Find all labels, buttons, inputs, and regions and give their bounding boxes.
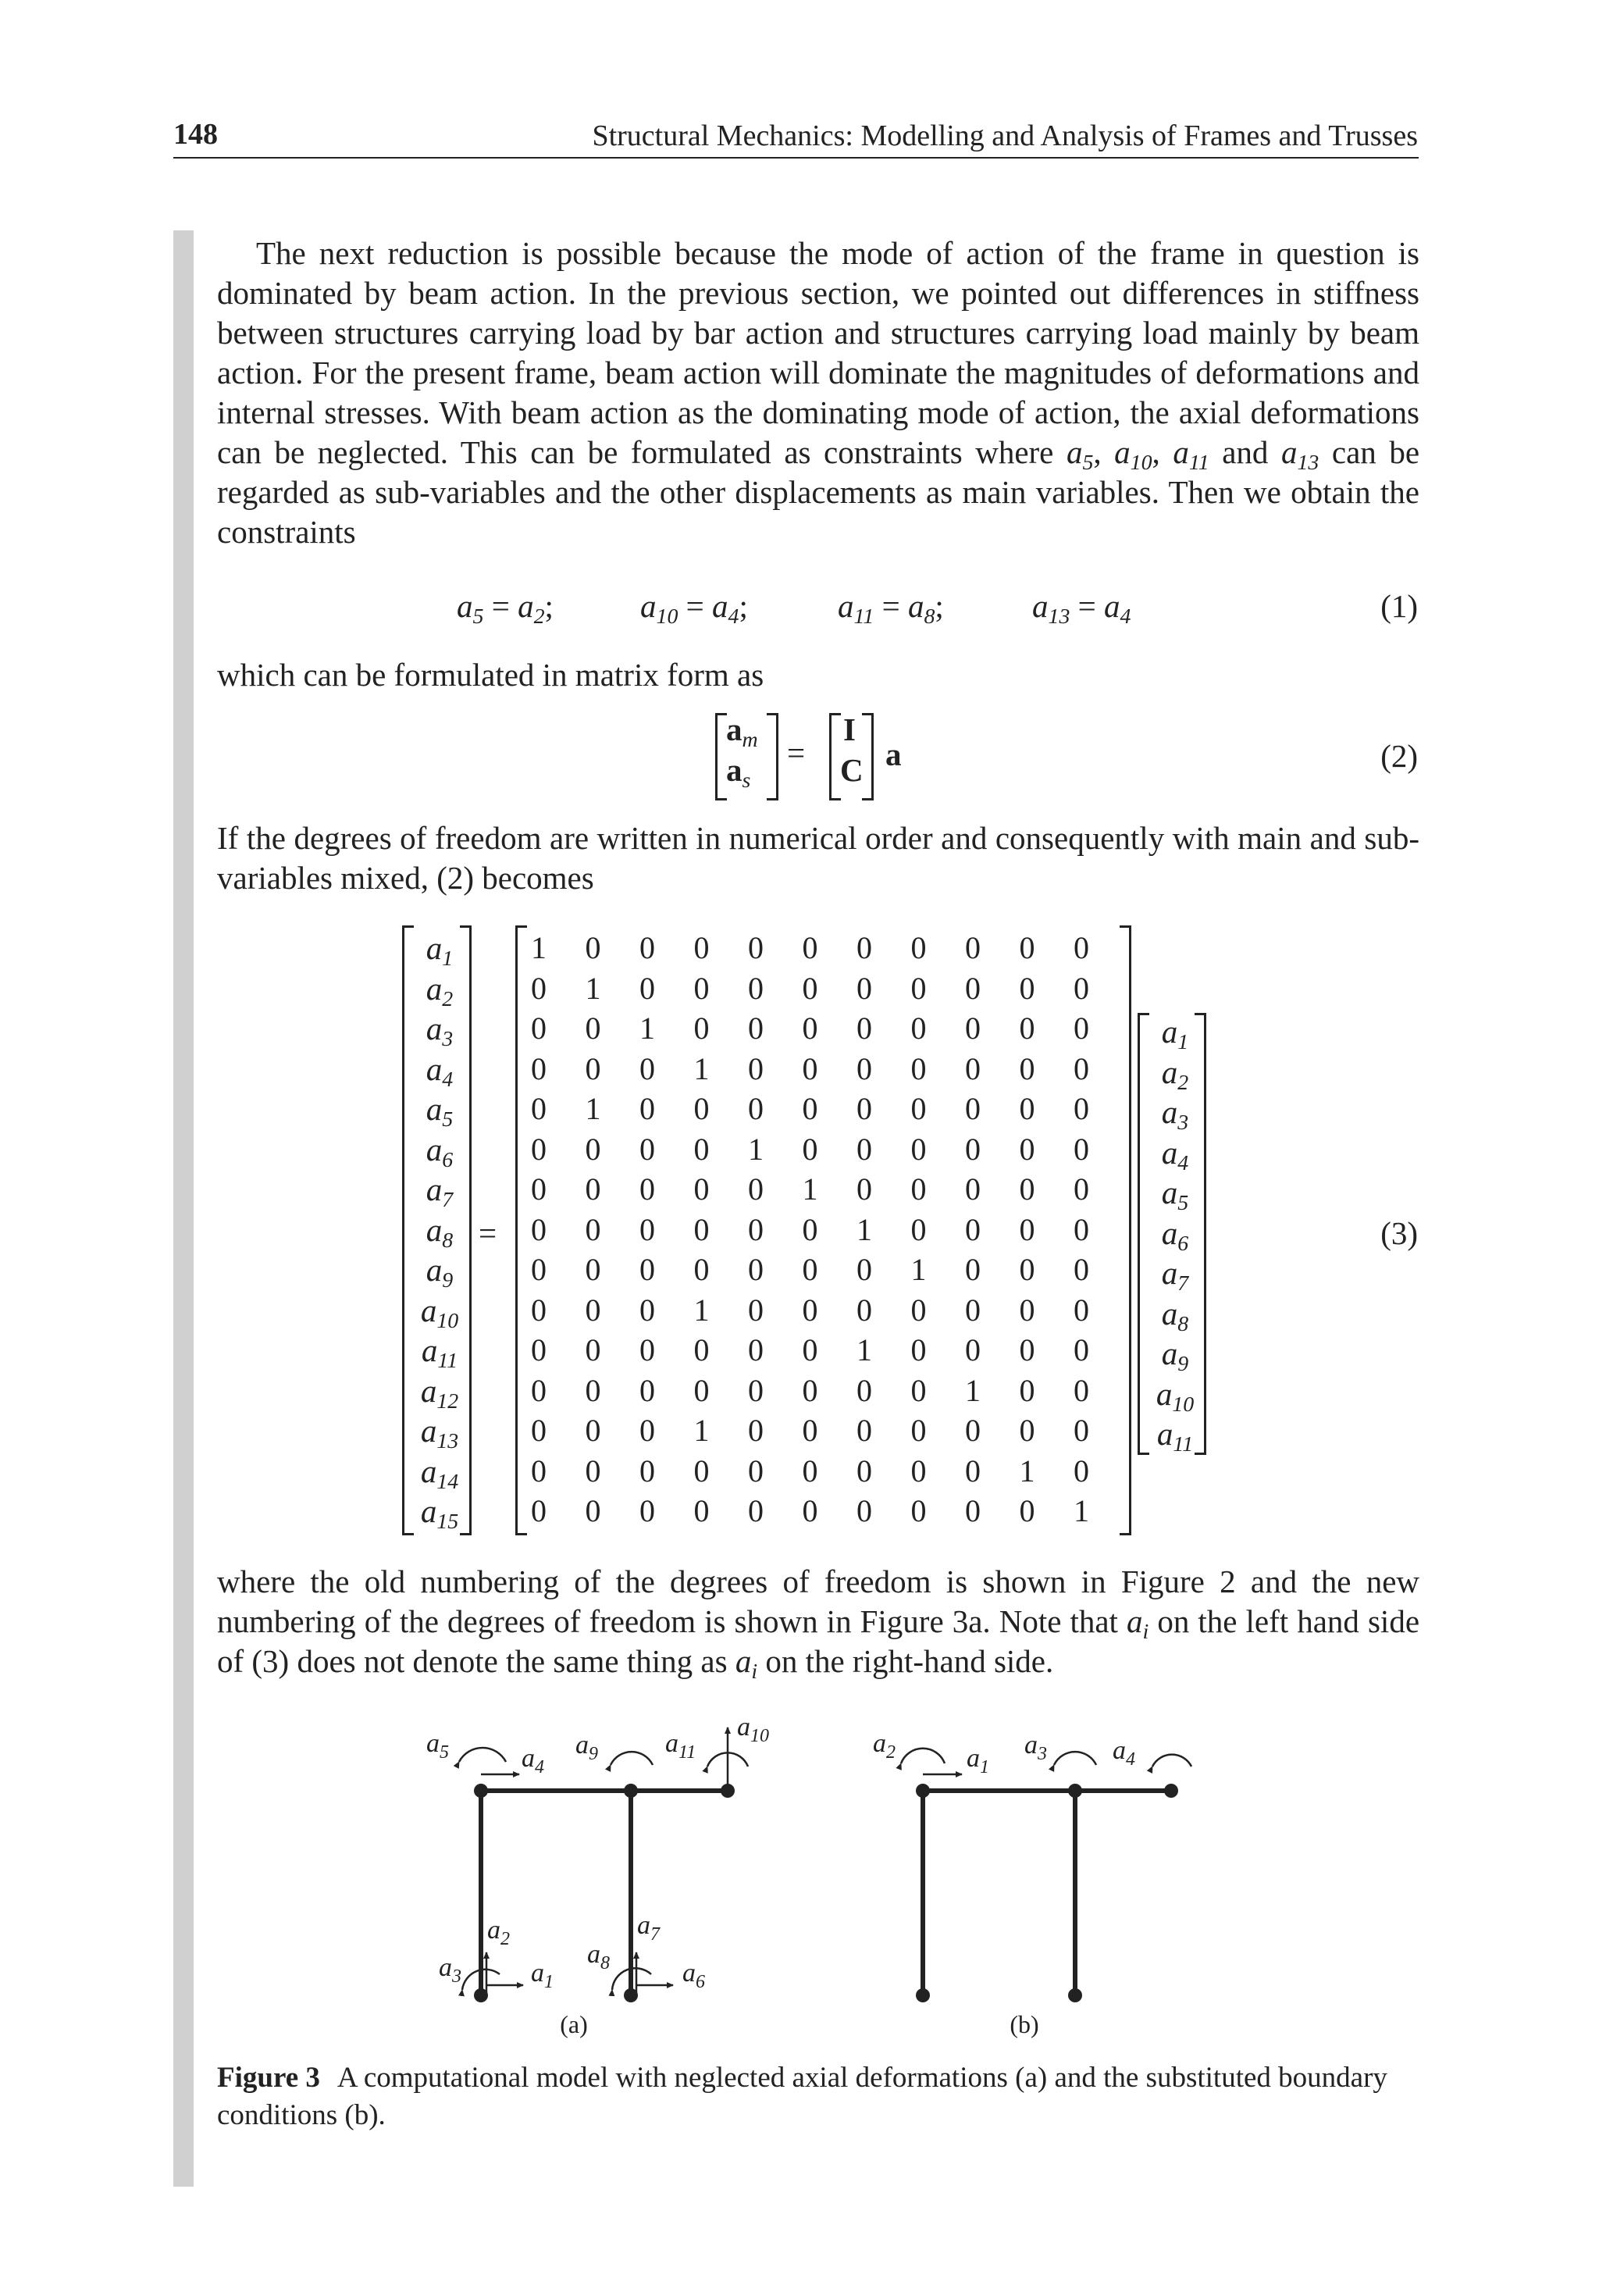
node-a-2 <box>624 1784 638 1798</box>
var-ai-1: $a_i$ <box>1127 1603 1149 1644</box>
eq3-matrix-cell: 0 <box>693 1332 710 1367</box>
node-b-2 <box>1068 1784 1082 1798</box>
eq3-matrix-cell: 0 <box>856 1413 872 1448</box>
eq3-matrix-cell: 0 <box>693 1011 710 1046</box>
eq3-right-vector-entry: $a_8$ <box>1161 1295 1189 1336</box>
paragraph-3: If the degrees of freedom are written in numerical order and consequently with main and sub-variables mixed, (2) becomes <box>217 820 1419 896</box>
eq3-left-vector-entry: $a_{11}$ <box>421 1332 458 1373</box>
var-ai-2: $a_i$ <box>735 1643 758 1684</box>
eq3-matrix-cell: 0 <box>1019 930 1035 965</box>
eq3-matrix-cell: 1 <box>585 1091 601 1126</box>
eq3-matrix-cell: 0 <box>748 970 764 1006</box>
eq3-matrix-cell: 0 <box>531 1372 547 1408</box>
eq3-matrix-cell: 0 <box>748 1372 764 1408</box>
eq3-matrix-cell: 1 <box>910 1252 927 1287</box>
eq3-matrix-cell: 0 <box>910 1171 927 1207</box>
node-b-5 <box>1068 1988 1082 2002</box>
eq3-matrix-cell: 0 <box>585 1252 601 1287</box>
eq3-matrix-cell: 0 <box>639 1252 655 1287</box>
eq3-matrix-cell: 0 <box>639 1292 655 1328</box>
eq3-matrix-cell: 0 <box>910 1332 927 1367</box>
rot-arrow-a5 <box>459 1748 506 1762</box>
eq3-matrix-cell: 1 <box>693 1292 710 1328</box>
eq3-left-vector-entry: $a_2$ <box>426 970 454 1011</box>
eq3-matrix-cell: 0 <box>802 1332 818 1367</box>
eq3-matrix-cell: 0 <box>585 1292 601 1328</box>
label-b-a4: $a_4$ <box>1113 1736 1135 1770</box>
paragraph-4-text-b: on the left hand side of (3) does not denote the same thing as <box>217 1603 1420 1679</box>
eq3-left-vector-entry: $a_7$ <box>426 1171 454 1212</box>
eq3-matrix-cell: 0 <box>748 930 764 965</box>
label-a7: $a_7$ <box>637 1911 660 1945</box>
eq3-matrix-cell: 0 <box>965 1493 981 1528</box>
eq3-matrix-cell: 0 <box>965 1211 981 1247</box>
eq3-matrix-cell: 0 <box>965 1413 981 1448</box>
eq3-matrix-cell: 0 <box>1074 1011 1089 1046</box>
eq3-matrix-cell: 0 <box>910 1211 927 1247</box>
eq3-matrix-cell: 0 <box>531 1211 547 1247</box>
page-number: 148 <box>173 118 218 151</box>
eq3-right-vector-entry: $a_4$ <box>1161 1134 1189 1175</box>
eq3-matrix-cell: 0 <box>531 1493 547 1528</box>
eq3-matrix-cell: 0 <box>965 930 981 965</box>
eq3-matrix-cell: 0 <box>802 1453 818 1488</box>
eq3-matrix-cell: 0 <box>965 1131 981 1167</box>
eq3-matrix-cell: 0 <box>1074 970 1089 1006</box>
node-b-4 <box>916 1988 930 2002</box>
eq3-matrix-cell: 0 <box>910 970 927 1006</box>
eq3-matrix-cell: 0 <box>1074 1091 1089 1126</box>
eq3-matrix-cell: 1 <box>639 1011 655 1046</box>
eq3-matrix-cell: 0 <box>1019 1493 1035 1528</box>
eq3-matrix-cell: 0 <box>965 1171 981 1207</box>
eq3-matrix-cell: 0 <box>965 1332 981 1367</box>
eq3-matrix-cell: 1 <box>748 1131 764 1167</box>
eq3-matrix-cell: 0 <box>639 1171 655 1207</box>
eq2-I: I <box>843 711 856 747</box>
eq3-matrix-cell: 0 <box>856 970 872 1006</box>
figure-caption <box>217 2059 1419 2134</box>
eq3-matrix-cell: 0 <box>693 970 710 1006</box>
eq3-matrix-cell: 0 <box>910 1292 927 1328</box>
eq3-matrix-cell: 0 <box>1019 1211 1035 1247</box>
eq3-matrix-cell: 0 <box>585 1413 601 1448</box>
eq3-matrix-cell: 1 <box>585 970 601 1006</box>
var-a11: $a_{11}$ <box>1173 434 1209 475</box>
eq3-matrix-cell: 0 <box>856 1011 872 1046</box>
eq3-matrix-cell: 0 <box>802 1493 818 1528</box>
label-a5: $a_5$ <box>426 1729 449 1763</box>
eq3-matrix-cell: 0 <box>910 930 927 965</box>
eq3-matrix-cell: 0 <box>965 1091 981 1126</box>
eq3-matrix-cell: 0 <box>910 1493 927 1528</box>
eq3-right-vector-entry: $a_9$ <box>1161 1335 1189 1376</box>
eq3-matrix-cell: 0 <box>748 1252 764 1287</box>
eq1-term-1: $a_5 = a_2$; <box>457 588 554 629</box>
rot-arrow-b-a2 <box>901 1749 945 1763</box>
eq3-left-vector-entry: $a_{14}$ <box>420 1453 459 1494</box>
eq3-matrix-cell: 0 <box>1019 970 1035 1006</box>
eq3-right-vector-entry: $a_5$ <box>1161 1175 1189 1215</box>
eq3-matrix-cell: 0 <box>802 1131 818 1167</box>
eq3-matrix-cell: 0 <box>639 1091 655 1126</box>
eq3-matrix-cell: 0 <box>1074 1252 1089 1287</box>
eq3-matrix-cell: 0 <box>693 1252 710 1287</box>
label-a10: $a_{10}$ <box>737 1713 769 1746</box>
paragraph-1-text-b: can be regarded as sub-variables and the other displacements as main variables. Then we obtain the constraints <box>217 434 1420 550</box>
eq3-matrix-cell: 0 <box>856 930 872 965</box>
eq3-matrix-cell: 0 <box>965 1292 981 1328</box>
subfig-b-label: (b) <box>1010 2010 1039 2038</box>
eq3-matrix-cell: 1 <box>1019 1453 1035 1488</box>
label-a9: $a_9$ <box>575 1731 598 1764</box>
eq3-matrix-cell: 0 <box>748 1332 764 1367</box>
eq3-matrix-cell: 0 <box>748 1493 764 1528</box>
eq3-matrix-cell: 0 <box>856 1252 872 1287</box>
eq3-number: (3) <box>1380 1215 1418 1251</box>
label-a1: $a_1$ <box>531 1959 554 1992</box>
eq3-matrix-cell: 0 <box>1019 1171 1035 1207</box>
eq3-matrix-cell: 1 <box>1074 1493 1089 1528</box>
eq1-term-3: $a_{11} = a_8$; <box>838 588 944 629</box>
figure-3b-labels <box>873 1729 1135 1777</box>
eq3-matrix-cell: 1 <box>531 930 547 965</box>
eq3-matrix-cell: 0 <box>693 1372 710 1408</box>
eq3-matrix-cell: 0 <box>856 1171 872 1207</box>
eq3-left-vector-entry: $a_{10}$ <box>420 1292 459 1333</box>
eq3-matrix-cell: 1 <box>965 1372 981 1408</box>
paragraph-4-text-a: where the old numbering of the degrees of freedom is shown in Figure 2 and the new numbering of the degrees of freedom is shown in Figure 3a. Note that <box>217 1563 1419 1639</box>
eq3-left-vector-entry: $a_3$ <box>426 1011 454 1051</box>
paragraph-1: The next reduction is possible because the mode of action of the frame in question is dominated by beam action. In the previous section, we pointed out differences in stiffness between structures carrying load by bar action and structures carrying load mainly by beam action. For the present frame, beam action will dominate the magnitudes of deformations and internal stresses. With beam action as the dominating mode of action, the axial deformations can be neglected. This can be formulated as constraints where $a_5$, $a_{10}$, $a_{11}$ and $a_{13}$ can be regarded as sub-variables and the other displacements as main variables. Then we obtain the constraints <box>217 235 1420 550</box>
eq3-right-vector-entry: $a_3$ <box>1161 1094 1189 1135</box>
eq3-matrix-cell: 0 <box>1019 1011 1035 1046</box>
eq3-matrix-cell: 0 <box>639 1332 655 1367</box>
figure-3b-frame <box>923 1791 1171 1995</box>
eq3-matrix-cell: 0 <box>585 1011 601 1046</box>
eq3-matrix-cell: 0 <box>585 1050 601 1086</box>
eq3-matrix-cell: 0 <box>1019 1292 1035 1328</box>
eq3-matrix-cell: 0 <box>965 1050 981 1086</box>
rot-arrow-b-a3 <box>1054 1752 1096 1765</box>
eq3-matrix-cell: 0 <box>531 1413 547 1448</box>
eq3-matrix-cell: 0 <box>1019 1372 1035 1408</box>
label-b-a1: $a_1$ <box>967 1744 989 1777</box>
label-a6: $a_6$ <box>682 1959 705 1992</box>
eq3-matrix-cell: 0 <box>585 1332 601 1367</box>
eq3-matrix-cell: 0 <box>585 1211 601 1247</box>
eq3-matrix-cell: 0 <box>910 1372 927 1408</box>
eq3-matrix-cell: 0 <box>639 1453 655 1488</box>
eq1-term-2: $a_{10} = a_4$; <box>640 588 748 629</box>
eq3-matrix-cell: 0 <box>1074 1332 1089 1367</box>
label-b-a2: $a_2$ <box>873 1729 896 1763</box>
eq3-matrix-cell: 0 <box>856 1372 872 1408</box>
eq3-matrix-cell: 0 <box>965 970 981 1006</box>
eq3-matrix-cell: 0 <box>693 1493 710 1528</box>
figure-3b-nodes <box>916 1784 1178 2002</box>
eq3-matrix-cell: 0 <box>639 1050 655 1086</box>
eq2-as: $a_s$ <box>726 752 751 793</box>
paragraph-4-text-c: on the right-hand side. <box>765 1643 1054 1679</box>
eq3-matrix-cell: 0 <box>585 1493 601 1528</box>
eq3-matrix-cell: 0 <box>802 1292 818 1328</box>
label-a4: $a_4$ <box>522 1744 544 1777</box>
eq3-matrix-cell: 0 <box>585 1171 601 1207</box>
eq3-matrix-cell: 0 <box>639 930 655 965</box>
eq3-matrix-cell: 0 <box>802 1011 818 1046</box>
eq3-matrix-cell: 0 <box>1074 1413 1089 1448</box>
eq3-matrix-cell: 0 <box>910 1131 927 1167</box>
eq3-matrix-cell: 0 <box>748 1292 764 1328</box>
eq3-matrix-cell: 0 <box>1074 1050 1089 1086</box>
eq3-matrix-cell: 0 <box>531 1091 547 1126</box>
eq3-matrix-cell: 0 <box>585 1372 601 1408</box>
eq3-matrix-cell: 0 <box>531 1131 547 1167</box>
eq3-matrix-cell: 0 <box>531 1252 547 1287</box>
eq3-matrix-cell: 0 <box>693 1211 710 1247</box>
eq3-matrix-cell: 0 <box>693 1091 710 1126</box>
eq3-matrix-cell: 0 <box>802 1372 818 1408</box>
eq3-left-vector-entry: $a_5$ <box>426 1091 454 1132</box>
eq3-right-vector-entry: $a_6$ <box>1161 1214 1189 1256</box>
eq2-equals: = <box>787 735 806 771</box>
var-a5: $a_5$ <box>1066 434 1094 475</box>
eq3-matrix-cell: 0 <box>1074 1372 1089 1408</box>
eq2-am: $a_m$ <box>726 711 758 752</box>
eq3-matrix-cell: 0 <box>585 930 601 965</box>
figure-caption-text: A computational model with neglected axial deformations (a) and the substituted boundary conditions (b). <box>217 2062 1387 2131</box>
eq3-matrix-cell: 0 <box>856 1493 872 1528</box>
eq3-matrix-cell: 0 <box>856 1292 872 1328</box>
eq3-matrix-cell: 0 <box>802 1252 818 1287</box>
node-b-1 <box>916 1784 930 1798</box>
subfig-a-label: (a) <box>560 2010 588 2038</box>
eq3-matrix-cell: 0 <box>585 1453 601 1488</box>
eq3-left-vector-entry: $a_{12}$ <box>420 1372 459 1414</box>
eq3-matrix-cell: 0 <box>748 1050 764 1086</box>
eq3-matrix-cell: 0 <box>639 1211 655 1247</box>
eq3-right-vector-entry: $a_7$ <box>1161 1255 1189 1296</box>
eq3-matrix-cell: 0 <box>802 930 818 965</box>
eq3-right-vector-entry: $a_{10}$ <box>1156 1375 1195 1417</box>
eq3-matrix-cell: 0 <box>585 1131 601 1167</box>
eq3-left-vector-entry: $a_4$ <box>426 1050 454 1092</box>
eq3-matrix-cell: 0 <box>748 1091 764 1126</box>
eq3-matrix-cell: 0 <box>1074 1453 1089 1488</box>
eq3-left-vector-entry: $a_8$ <box>426 1211 454 1253</box>
eq3-matrix-cell: 0 <box>1074 1211 1089 1247</box>
eq3-matrix-cell: 0 <box>639 970 655 1006</box>
eq3-matrix-cell: 0 <box>1019 1252 1035 1287</box>
eq3-matrix-cell: 0 <box>910 1453 927 1488</box>
eq3-matrix-cell: 0 <box>693 1453 710 1488</box>
eq2-number: (2) <box>1380 738 1418 774</box>
eq3-equals: = <box>479 1215 497 1251</box>
eq3-matrix-cell: 0 <box>856 1131 872 1167</box>
eq3-matrix-cell: 1 <box>802 1171 818 1207</box>
eq3-matrix-cell: 0 <box>531 1453 547 1488</box>
eq3-right-vector-entry: $a_{11}$ <box>1156 1416 1194 1456</box>
eq3-matrix-cell: 0 <box>965 1011 981 1046</box>
eq3-matrix-cell: 0 <box>856 1091 872 1126</box>
paragraph-1-text-a: The next reduction is possible because the mode of action of the frame in question is dominated by beam action. In the previous section, we pointed out differences in stiffness between structures carrying load by bar action and structures carrying load mainly by beam action. For the present frame, beam action will dominate the magnitudes of deformations and internal stresses. With beam action as the dominating mode of action, the axial deformations can be neglected. This can be formulated as constraints where <box>217 235 1419 470</box>
eq3-matrix-cell: 0 <box>910 1091 927 1126</box>
eq3-matrix-cell: 0 <box>802 1413 818 1448</box>
eq3-matrix-cell: 0 <box>856 1453 872 1488</box>
eq3-left-vector-entry: $a_6$ <box>426 1131 454 1172</box>
eq3-left-vector-entry: $a_{15}$ <box>420 1493 459 1534</box>
eq3-matrix-cell: 1 <box>693 1413 710 1448</box>
label-b-a3: $a_3$ <box>1024 1731 1047 1764</box>
eq3-matrix-cell: 0 <box>802 970 818 1006</box>
eq3-right-vector-entry: $a_2$ <box>1161 1054 1189 1095</box>
eq3-matrix-cell: 0 <box>910 1413 927 1448</box>
eq3-matrix-cell: 0 <box>639 1372 655 1408</box>
eq3-matrix-cell: 0 <box>748 1171 764 1207</box>
eq3-matrix-cell: 0 <box>1074 930 1089 965</box>
eq3-matrix-cell: 0 <box>531 1332 547 1367</box>
label-a3: $a_3$ <box>439 1953 461 1987</box>
eq3-matrix-cell: 0 <box>531 1171 547 1207</box>
eq3-matrix-cell: 0 <box>965 1453 981 1488</box>
eq1-number: (1) <box>1380 588 1418 624</box>
eq3-left-vector-entry: $a_1$ <box>426 930 454 971</box>
eq3-matrix-cell: 0 <box>1019 1091 1035 1126</box>
eq3-matrix-cell: 0 <box>639 1413 655 1448</box>
eq3-matrix-cell: 0 <box>1019 1332 1035 1367</box>
eq3-matrix-cell: 0 <box>1074 1131 1089 1167</box>
label-a11: $a_{11}$ <box>665 1729 696 1763</box>
eq3-left-vector-entry: $a_{13}$ <box>420 1413 459 1453</box>
eq1-term-4: $a_{13} = a_4$ <box>1032 588 1131 629</box>
eq3-matrix-cell: 0 <box>856 1050 872 1086</box>
eq3-right-vector-entry: $a_1$ <box>1161 1014 1189 1054</box>
eq3-matrix-cell: 0 <box>748 1413 764 1448</box>
node-a-1 <box>474 1784 488 1798</box>
eq3-matrix-cell: 0 <box>802 1091 818 1126</box>
eq3-matrix-cell: 0 <box>639 1131 655 1167</box>
label-a8: $a_8$ <box>587 1940 610 1973</box>
paragraph-2: which can be formulated in matrix form as <box>217 657 764 693</box>
eq3-matrix-cell: 1 <box>856 1332 872 1367</box>
eq3-matrix-cell: 0 <box>1019 1413 1035 1448</box>
eq3-matrix-cell: 0 <box>802 1050 818 1086</box>
node-b-3 <box>1164 1784 1178 1798</box>
var-a13: $a_{13}$ <box>1280 434 1319 475</box>
eq3-matrix-cell: 0 <box>693 1131 710 1167</box>
label-a2: $a_2$ <box>487 1916 510 1949</box>
eq3-matrix-cell: 0 <box>531 1050 547 1086</box>
eq3-matrix-cell: 0 <box>1074 1292 1089 1328</box>
eq3-matrix-cell: 0 <box>1019 1050 1035 1086</box>
eq3-matrix-cell: 0 <box>531 1011 547 1046</box>
eq3-matrix-cell: 0 <box>531 970 547 1006</box>
eq3-matrix-cell: 0 <box>1019 1131 1035 1167</box>
eq3-matrix-cell: 1 <box>693 1050 710 1086</box>
eq3-matrix-cell: 0 <box>910 1011 927 1046</box>
eq3-matrix-cell: 0 <box>965 1252 981 1287</box>
eq3-matrix-cell: 0 <box>748 1211 764 1247</box>
eq2-C: C <box>840 752 864 788</box>
eq3-matrix-cell: 0 <box>910 1050 927 1086</box>
figure-caption-label: Figure 3 <box>217 2062 320 2094</box>
eq3-matrix-cell: 0 <box>693 1171 710 1207</box>
eq3-matrix-cell: 0 <box>531 1292 547 1328</box>
eq3-matrix-cell: 0 <box>748 1453 764 1488</box>
eq3-matrix-cell: 0 <box>693 930 710 965</box>
eq3-matrix-cell: 0 <box>639 1493 655 1528</box>
eq3-matrix-cell: 0 <box>802 1211 818 1247</box>
rot-arrow-a9 <box>611 1752 653 1765</box>
var-a10: $a_{10}$ <box>1114 434 1152 475</box>
eq3-matrix-cell: 1 <box>856 1211 872 1247</box>
eq3-matrix-cell: 0 <box>748 1011 764 1046</box>
eq2-a: a <box>885 736 902 772</box>
eq3-matrix-cell: 0 <box>1074 1171 1089 1207</box>
rot-arrow-b-a4 <box>1152 1755 1191 1767</box>
running-title: Structural Mechanics: Modelling and Analysis of Frames and Trusses <box>592 119 1418 152</box>
eq3-left-vector-entry: $a_9$ <box>426 1252 454 1292</box>
